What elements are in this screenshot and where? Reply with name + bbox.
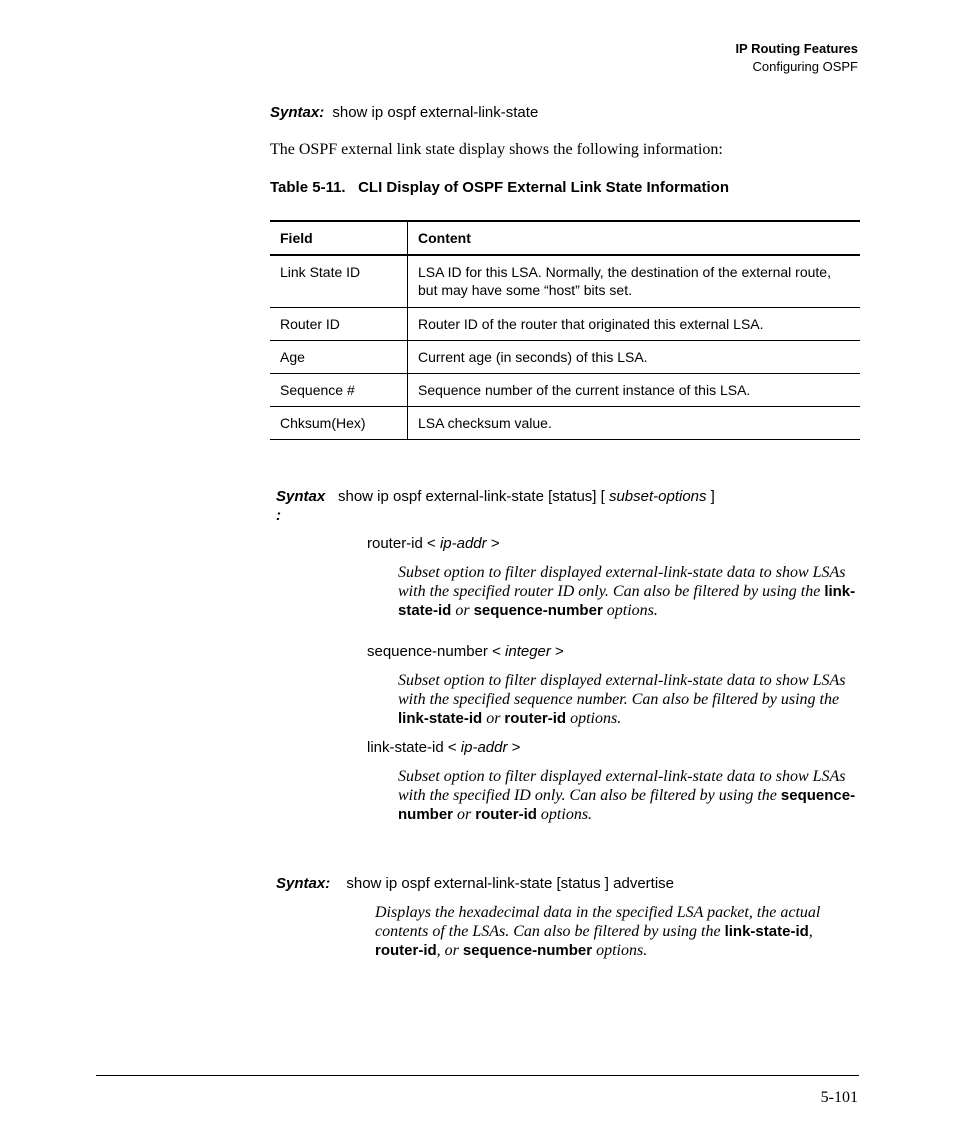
- syntax-command: show ip ospf external-link-state: [332, 104, 539, 121]
- option-link-state-id: [367, 739, 520, 756]
- command-bracket: ]: [706, 488, 715, 505]
- syntax-command: show ip ospf external-link-state [status ] advertise: [346, 875, 675, 892]
- table-row: [270, 340, 860, 373]
- table-row: [270, 255, 860, 307]
- table-row: [270, 406, 860, 439]
- option-arg: ip-addr: [439, 535, 487, 552]
- option-end: >: [507, 739, 521, 756]
- table-row: [270, 373, 860, 406]
- option-name: link-state-id <: [367, 739, 461, 756]
- column-header-field: Field: [270, 221, 408, 255]
- desc-text: or: [482, 710, 505, 727]
- syntax-line-1: [270, 104, 538, 121]
- syntax-command-2: [338, 488, 715, 505]
- table-caption: Table 5-11. CLI Display of OSPF External Link State Information: [270, 179, 729, 196]
- field-cell: Link State ID: [270, 255, 408, 307]
- desc-text: or: [451, 602, 474, 619]
- desc-text: Displays the hexadecimal data in the specified LSA packet, the actual contents of the LSAs. Can also be filtered by using the: [375, 904, 821, 940]
- desc-keyword: router-id: [375, 942, 437, 959]
- option-arg: ip-addr: [460, 739, 508, 756]
- desc-keyword: link-state-id: [724, 923, 809, 940]
- desc-text: , or: [436, 942, 463, 959]
- content-cell: Sequence number of the current instance of this LSA.: [418, 381, 751, 398]
- command-text: show ip ospf external-link-state [status] [: [338, 488, 609, 505]
- table-row: [270, 307, 860, 340]
- table-header-row: [270, 221, 860, 255]
- content-cell: LSA checksum value.: [418, 414, 552, 431]
- desc-keyword: sequence-number: [473, 602, 603, 619]
- option-link-state-id-desc: [398, 767, 860, 824]
- desc-keyword: link-state-id: [398, 710, 483, 727]
- syntax-label-2-colon: [276, 507, 281, 524]
- field-cell: Sequence #: [270, 373, 408, 406]
- desc-text: ,: [808, 923, 813, 940]
- desc-text: options.: [566, 710, 622, 727]
- content-cell: Current age (in seconds) of this LSA.: [418, 348, 648, 365]
- option-arg: integer: [505, 643, 551, 660]
- desc-keyword: sequence-number: [462, 942, 593, 959]
- desc-keyword: sequence-number: [398, 787, 856, 823]
- content-cell: LSA ID for this LSA. Normally, the destination of the external route, but may have some “host” bits set.: [418, 264, 831, 298]
- field-cell: Router ID: [270, 307, 408, 340]
- intro-paragraph: The OSPF external link state display shows the following information:: [270, 141, 723, 158]
- desc-text: Subset option to filter displayed external-link-state data to show LSAs with the specified ID only. Can also be filtered by using the: [398, 768, 846, 804]
- syntax-line-3: [276, 875, 674, 892]
- desc-text: options.: [592, 942, 648, 959]
- syntax-label: Syntax:: [270, 104, 325, 121]
- desc-keyword: link-state-id: [398, 583, 856, 619]
- section-title: Configuring OSPF: [752, 59, 858, 74]
- syntax-label: Syntax: [276, 488, 326, 505]
- desc-keyword: router-id: [475, 806, 537, 823]
- content-cell: Router ID of the router that originated this external LSA.: [418, 315, 764, 332]
- chapter-title: IP Routing Features: [735, 41, 858, 56]
- desc-text: options.: [536, 806, 593, 823]
- option-name: router-id <: [367, 535, 440, 552]
- field-cell: Chksum(Hex): [270, 406, 408, 439]
- option-end: >: [486, 535, 500, 552]
- command-param: subset-options: [608, 488, 707, 505]
- advertise-desc: [375, 903, 861, 960]
- desc-text: options.: [602, 602, 658, 619]
- option-end: >: [550, 643, 564, 660]
- footer-rule: [96, 1075, 859, 1076]
- desc-keyword: router-id: [504, 710, 567, 727]
- syntax-label: Syntax:: [276, 875, 331, 892]
- option-sequence-number: [367, 643, 564, 660]
- option-name: sequence-number <: [367, 643, 506, 660]
- field-cell: Age: [270, 340, 408, 373]
- lsa-info-table: [270, 220, 860, 440]
- option-router-id: [367, 535, 500, 552]
- syntax-label-2: [276, 488, 325, 505]
- desc-text: Subset option to filter displayed external-link-state data to show LSAs with the specified router ID only. Can also be filtered by using the: [398, 564, 846, 600]
- desc-text: Subset option to filter displayed external-link-state data to show LSAs with the specified sequence number. Can also be filtered by using the: [398, 672, 846, 708]
- desc-text: or: [453, 806, 476, 823]
- column-header-content: Content: [418, 230, 471, 246]
- syntax-colon: :: [276, 507, 281, 524]
- option-sequence-number-desc: [398, 671, 860, 728]
- option-router-id-desc: [398, 563, 860, 620]
- page-number: 5-101: [820, 1089, 858, 1106]
- running-header: [735, 40, 858, 76]
